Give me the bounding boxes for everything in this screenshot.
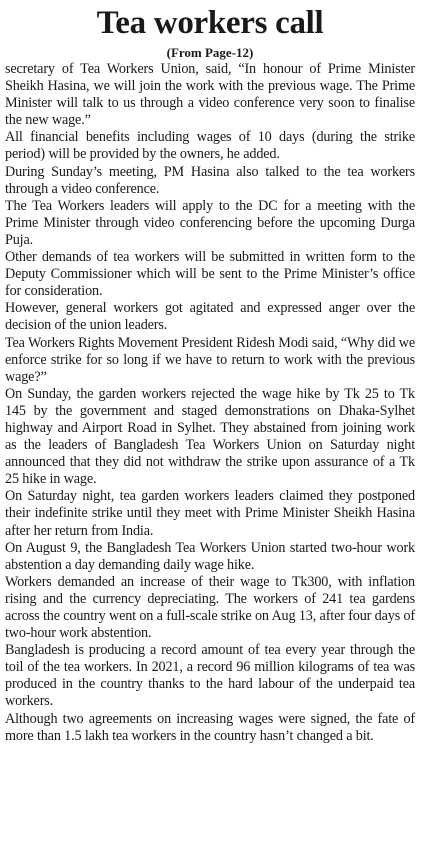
- paragraph: Although two agreements on increasing wages were signed, the fate of more than 1.5 lakh tea workers in the country hasn’t changed a bit.: [5, 710, 415, 744]
- paragraph: On August 9, the Bangladesh Tea Workers Union started two-hour work abstention a day demanding daily wage hike.: [5, 539, 415, 573]
- paragraph: On Sunday, the garden workers rejected the wage hike by Tk 25 to Tk 145 by the government and staged demonstrations on Dhaka-Sylhet highway and Airport Road in Sylhet. They abstained from joining work as the leaders of Bangladesh Tea Workers Union on Saturday night announced that they did not withdraw the strike upon assurance of a Tk 25 hike in wage.: [5, 385, 415, 488]
- paragraph: Other demands of tea workers will be submitted in written form to the Deputy Commissioner which will be sent to the Prime Minister’s office for consideration.: [5, 249, 415, 300]
- paragraph: However, general workers got agitated and expressed anger over the decision of the union leaders.: [5, 300, 415, 334]
- paragraph: All financial benefits including wages of 10 days (during the strike period) will be provided by the owners, he added.: [5, 129, 415, 163]
- continuation-line: (From Page-12): [166, 45, 254, 60]
- headline: Tea workers call: [96, 5, 324, 41]
- paragraph: On Saturday night, tea garden workers leaders claimed they postponed their indefinite strike until they meet with Prime Minister Sheikh Hasina after her return from India.: [5, 488, 415, 539]
- paragraph: Tea Workers Rights Movement President Ridesh Modi said, “Why did we enforce strike for so long if we have to return to work with the previous wage?”: [5, 334, 415, 385]
- article-body: [5, 61, 415, 745]
- paragraph: secretary of Tea Workers Union, said, “In honour of Prime Minister Sheikh Hasina, we will join the work with the previous wage. The Prime Minister will talk to us through a video conference very soon to finalise the new wage.”: [5, 61, 415, 129]
- paragraph: Workers demanded an increase of their wage to Tk300, with inflation rising and the currency depreciating. The workers of 241 tea gardens across the country went on a full-scale strike on Aug 13, after four days of two-hour work abstention.: [5, 573, 415, 642]
- paragraph: The Tea Workers leaders will apply to the DC for a meeting with the Prime Minister through video conferencing before the upcoming Durga Puja.: [5, 197, 415, 248]
- paragraph: Bangladesh is producing a record amount of tea every year through the toil of the tea workers. In 2021, a record 96 million kilograms of tea was produced in the country thanks to the hard labour of the underpaid tea workers.: [5, 642, 415, 710]
- paragraph: During Sunday’s meeting, PM Hasina also talked to the tea workers through a video conference.: [5, 163, 415, 197]
